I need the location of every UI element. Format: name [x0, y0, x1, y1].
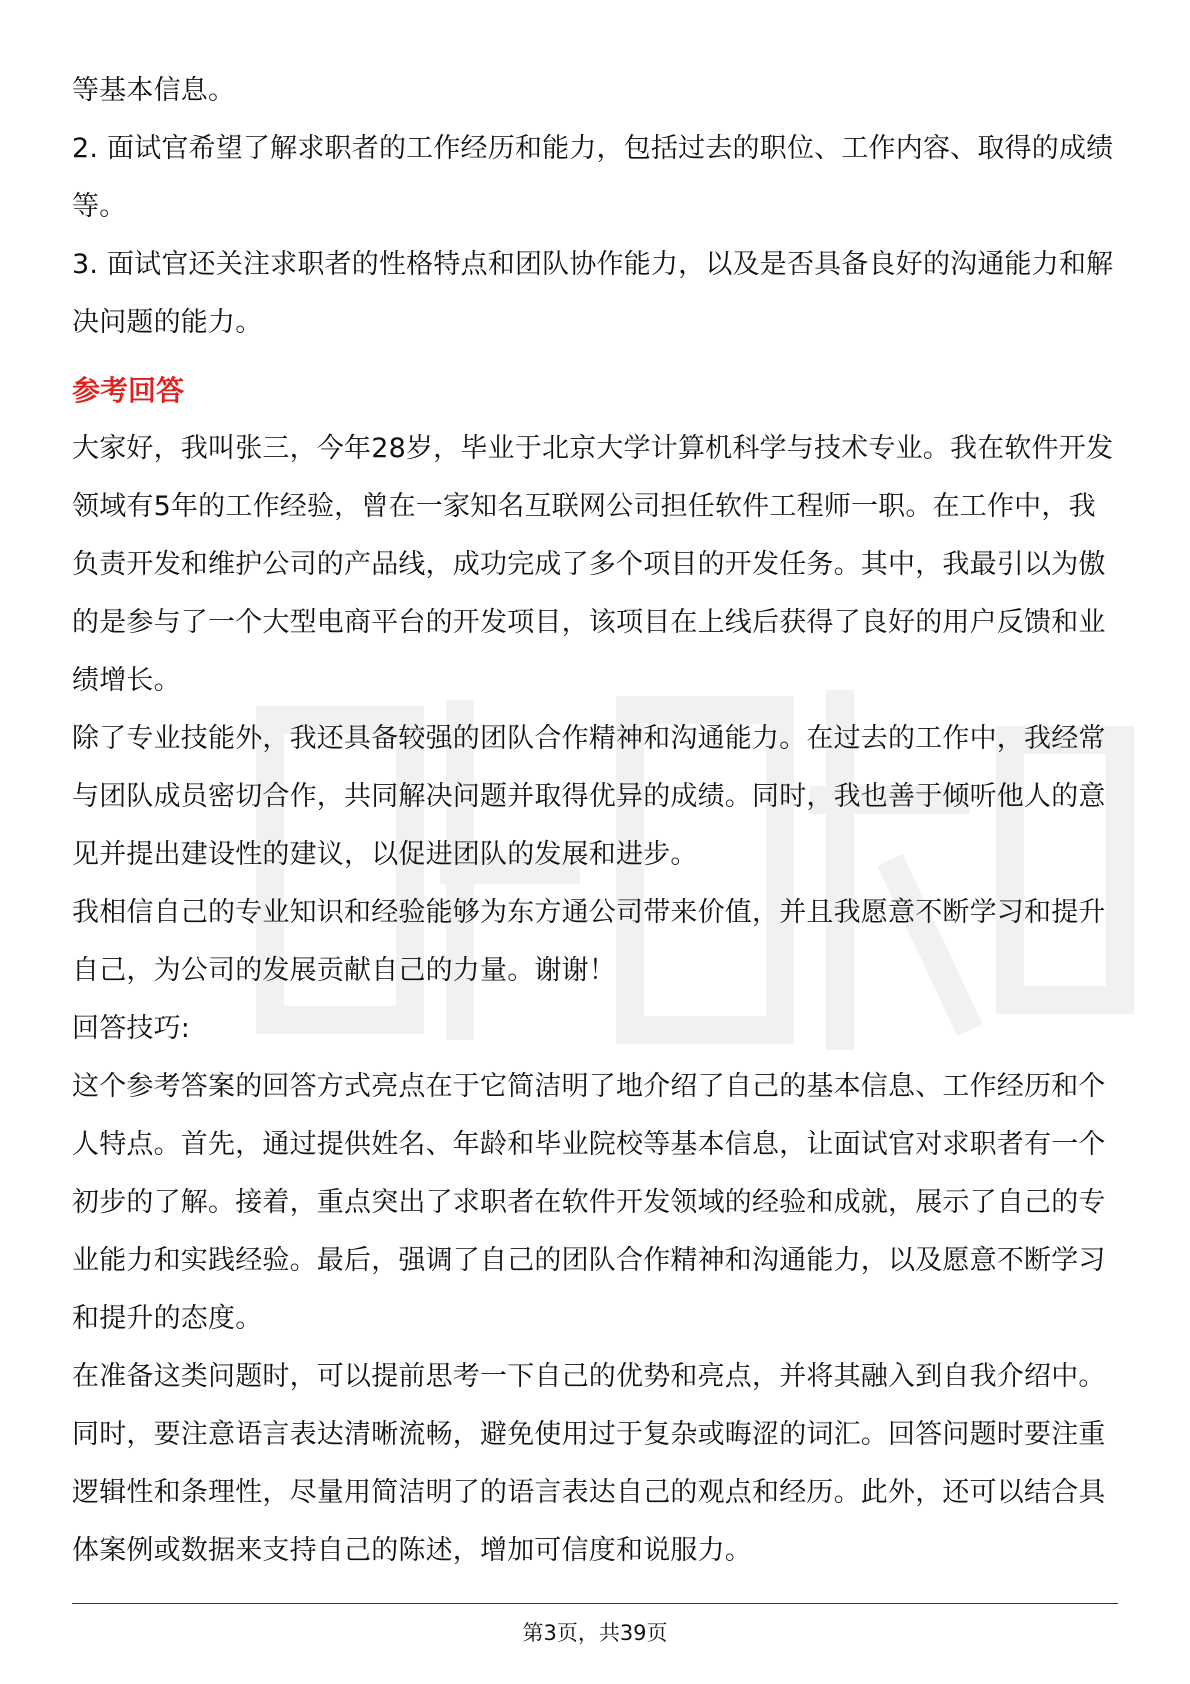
paragraph-tips-analysis: 这个参考答案的回答方式亮点在于它简洁明了地介绍了自己的基本信息、工作经历和个人特点。首先，通过提供姓名、年龄和毕业院校等基本信息，让面试官对求职者有一个初步的了解。接着，重点突出了求职者在软件开发领域的经验和成就，展示了自己的专业能力和实践经验。最后，强调了自己的团队合作精神和沟通能力，以及愿意不断学习和提升的态度。: [72, 1071, 1106, 1334]
paragraph-basic-info-tail: 等基本信息。: [72, 75, 236, 106]
paragraph-tips-heading: 回答技巧:: [72, 1013, 191, 1044]
paragraph-point-3: 3. 面试官还关注求职者的性格特点和团队协作能力，以及是否具备良好的沟通能力和解决问题的能力。: [72, 249, 1114, 338]
paragraph-tips-preparation: 在准备这类问题时，可以提前思考一下自己的优势和亮点，并将其融入到自我介绍中。同时，要注意语言表达清晰流畅，避免使用过于复杂或晦涩的词汇。回答问题时要注重逻辑性和条理性，尽量用简洁明了的语言表达自己的观点和经历。此外，还可以结合具体案例或数据来支持自己的陈述，增加可信度和说服力。: [72, 1361, 1106, 1566]
paragraph-point-2: 2. 面试官希望了解求职者的工作经历和能力，包括过去的职位、工作内容、取得的成绩等。: [72, 133, 1114, 222]
paragraph-answer-intro: 大家好，我叫张三，今年28岁，毕业于北京大学计算机科学与技术专业。我在软件开发领域有5年的工作经验，曾在一家知名互联网公司担任软件工程师一职。在工作中，我负责开发和维护公司的产品线，成功完成了多个项目的开发任务。其中，我最引以为傲的是参与了一个大型电商平台的开发项目，该项目在上线后获得了良好的用户反馈和业绩增长。: [72, 433, 1114, 696]
paragraph-answer-closing: 我相信自己的专业知识和经验能够为东方通公司带来价值，并且我愿意不断学习和提升自己，为公司的发展贡献自己的力量。谢谢！: [72, 897, 1106, 986]
section-title-reference-answer: 参考回答: [72, 374, 185, 407]
page-number-label: 第3页，共39页: [522, 1621, 668, 1645]
footer-divider: [72, 1603, 1118, 1604]
document-body: [72, 62, 1118, 1580]
paragraph-answer-teamwork: 除了专业技能外，我还具备较强的团队合作精神和沟通能力。在过去的工作中，我经常与团队成员密切合作，共同解决问题并取得优异的成绩。同时，我也善于倾听他人的意见并提出建设性的建议，以促进团队的发展和进步。: [72, 723, 1106, 870]
